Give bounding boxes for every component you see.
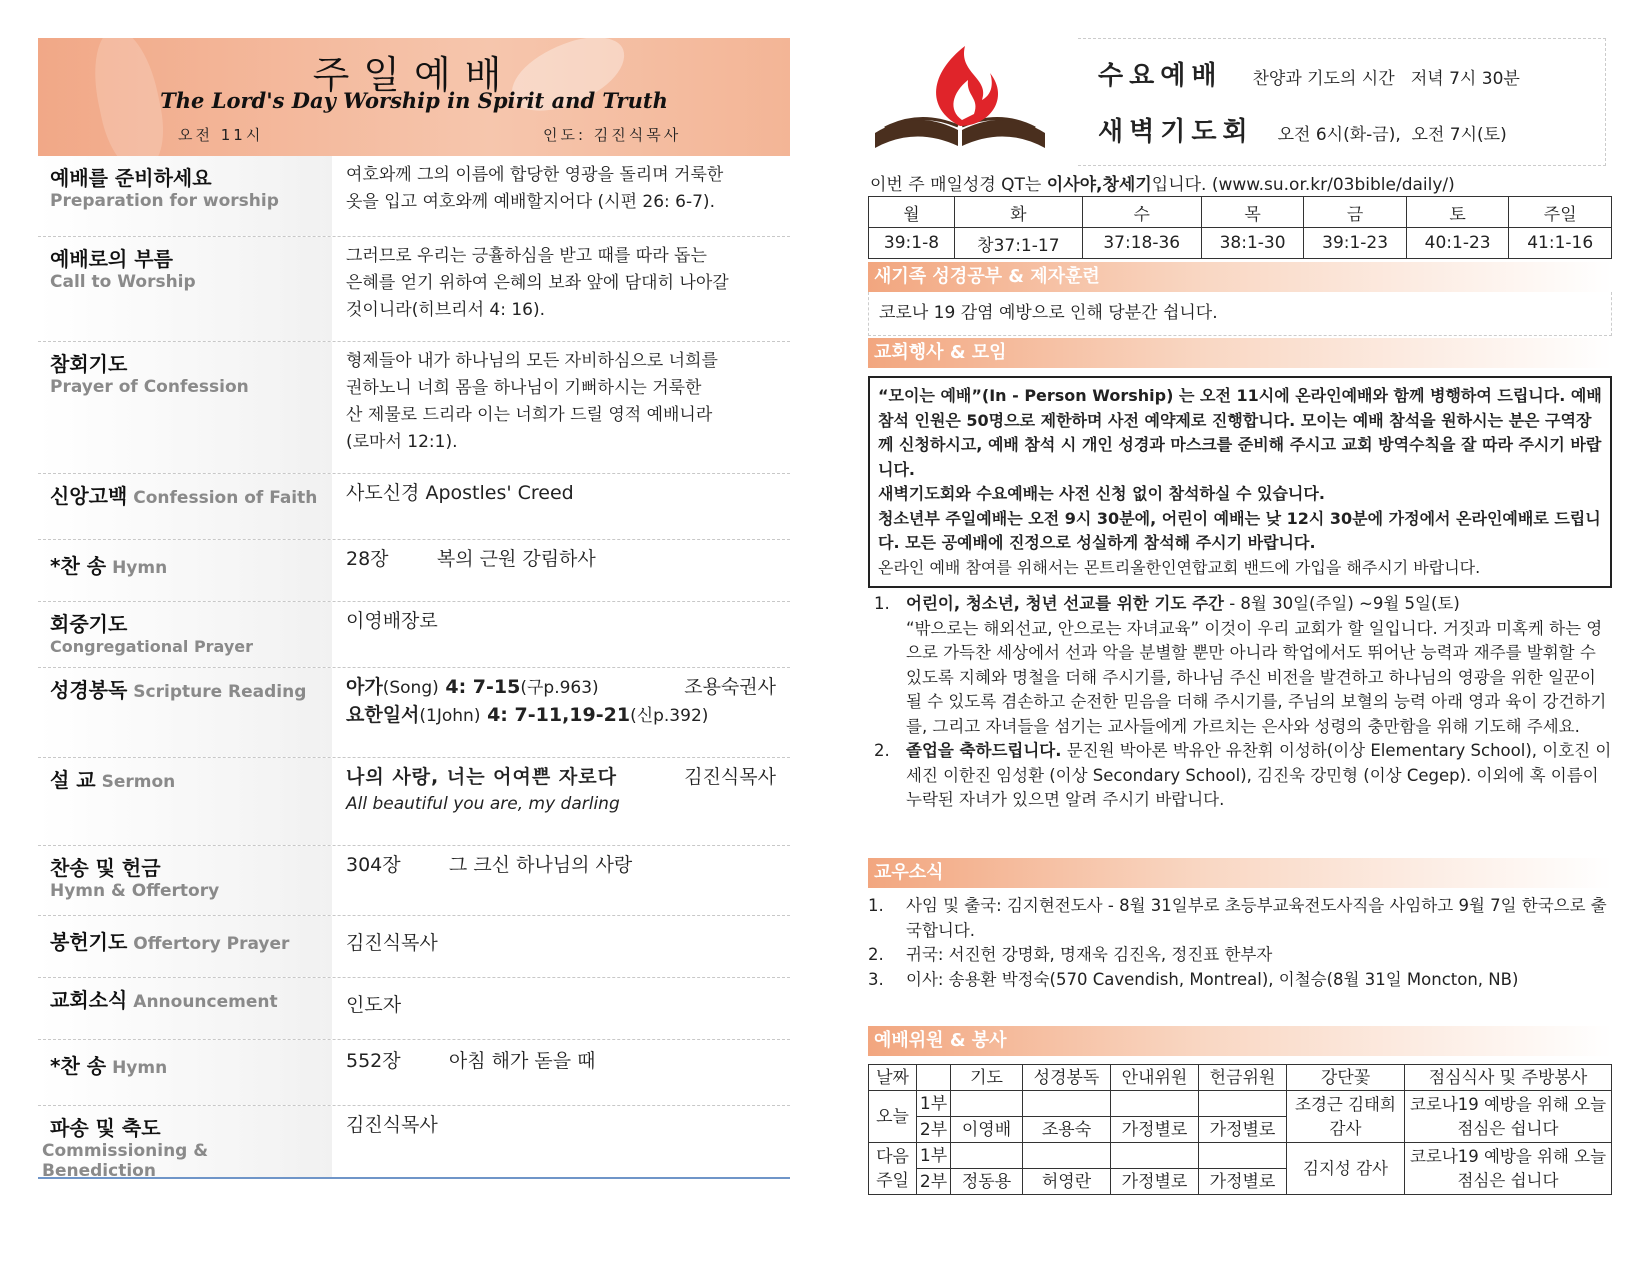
order-label [38,916,332,977]
reading-line-2 [346,702,776,730]
item-body: 문진원 박아론 박유안 유찬휘 이성하(이상 Elementary School), 이호진 이세진 이한진 임성환 (이상 Secondary School), 김진욱 강민형 (이상 Cegep). 이외에 혹 이름이 누락된 자녀가 있으면 알려 주시기 바랍니다. [906,741,1612,809]
order-title-ko: *찬 송 [50,1054,107,1078]
duty-cell [1111,1143,1199,1169]
reading-page: (구p.963) [520,678,599,698]
lunch-cell: 코로나19 예방을 위해 오늘 점심은 쉽니다 [1405,1143,1612,1195]
list-item [868,739,1612,813]
order-row [38,1040,790,1106]
qt-day: 토 [1406,197,1509,228]
order-title-ko: 참회기도 [50,352,128,376]
member-news-section [868,858,1612,992]
order-label [38,978,332,1039]
duty-cell [951,1091,1023,1117]
weekday-service-box [1078,38,1606,166]
notice-line: 청소년부 주일예배는 오전 9시 30분에, 어린이 예배는 낮 12시 30분에 가정에서 온라인예배로 드립니다. 모든 공예배에 진정으로 성실하게 참석해 주시기 바랍니다. [878,508,1601,552]
order-label [38,237,332,341]
order-title-en: Offertory Prayer [133,934,290,954]
order-title-en: Scripture Reading [133,682,307,702]
notice-line: 온라인 예배 참여를 위해서는 몬트리올한인연합교회 밴드에 가입을 해주시기 바랍니다. [878,557,1481,577]
list-item [868,943,1612,968]
order-title-en: Confession of Faith [133,488,318,508]
qt-verse: 37:18-36 [1082,228,1201,259]
sermon-eng-title: All beautiful you are, my darling [346,794,620,814]
item-text: 이사: 송용환 박정숙(570 Cavendish, Montreal), 이철승(8월 31일 Moncton, NB) [906,969,1519,989]
item-number: 3. [868,969,884,989]
duty-header-row [869,1065,1612,1091]
reading-eng: (Song) [382,678,439,698]
lunch-cell: 코로나19 예방을 위해 오늘 점심은 쉽니다 [1405,1091,1612,1143]
reading-eng: (1John) [419,706,481,726]
service-committee-section [868,1026,1612,1195]
member-news-list [868,894,1612,992]
order-row [38,156,790,237]
order-content: 사도신경 Apostles' Creed [346,482,574,504]
order-content: 304장 그 크신 하나님의 사랑 [346,854,633,876]
duty-cell: 이영배 [951,1117,1023,1143]
order-row [38,758,790,846]
qt-verse: 40:1-23 [1406,228,1509,259]
wednesday-title: 수요예배 [1098,61,1223,91]
qt-verse: 38:1-30 [1201,228,1304,259]
bible-flame-logo-icon [870,38,1050,158]
dawn-title: 새벽기도회 [1098,117,1254,147]
order-title-en: Hymn & Offertory [50,881,220,901]
order-title-ko: 예배로의 부름 [50,247,173,271]
order-title-en: Call to Worship [50,272,196,292]
order-title-ko: 교회소식 [50,988,128,1012]
sunday-worship-page [38,38,790,1179]
item-text: 사임 및 출국: 김지현전도사 - 8월 31일부로 초등부교육전도사직을 사임하고 9월 7일 한국으로 출국합니다. [906,896,1607,940]
duty-cell [1023,1091,1111,1117]
qt-days-row [869,197,1612,228]
order-content [332,668,790,757]
order-label [38,342,332,473]
event-list [868,592,1612,813]
duty-cell [1199,1091,1287,1117]
section-heading: 교우소식 [868,858,1612,888]
order-content: 김진식목사 [346,1114,438,1136]
qt-verse: 39:1-23 [1304,228,1407,259]
duty-cell: 가정별로 [1111,1117,1199,1143]
order-title-en: Congregational Prayer [50,637,254,656]
section-heading: 교회행사 & 모임 [868,338,1612,368]
duty-row [869,1091,1612,1117]
order-content [332,342,790,473]
order-row [38,602,790,668]
order-label [38,156,332,236]
order-title-en: Announcement [133,992,278,1012]
duty-cell: 조용숙 [1023,1117,1111,1143]
content-line: 옷을 입고 여호와께 예배할지어다 (시편 26: 6-7). [346,192,715,212]
content-line: 은혜를 얻기 위하여 은혜의 보좌 앞에 담대히 나아갈 [346,273,729,293]
content-line: 것이니라(히브리서 4: 16). [346,300,546,320]
qt-day: 화 [954,197,1082,228]
duty-cell [1199,1143,1287,1169]
wednesday-desc: 찬양과 기도의 시간 저녁 7시 30분 [1252,69,1520,89]
order-label [38,758,332,845]
flower-cell: 조경근 김태희 감사 [1287,1091,1405,1143]
duty-row [869,1143,1612,1169]
notice-line: “모이는 예배”(In - Person Worship) 는 오전 11시에 온라인예배와 함께 병행하여 드립니다. 예배 참석 인원은 50명으로 제한하며 사전 예약제로 진행합니다. 모이는 예배 참석을 원하시는 분은 구역장께 신청하시고, 예배 참석 시 개인 성경과 마스크를 준비해 주시고 교회 방역수칙을 잘 따라 주시기 바랍니다. [878,386,1602,479]
qt-note [870,170,1455,195]
wednesday-service [1098,55,1520,92]
order-label [38,540,332,601]
order-row [38,474,790,540]
qt-verse: 창37:1-17 [954,228,1082,259]
notice-box [868,376,1612,588]
item-number: 2. [874,741,890,760]
order-label [38,1040,332,1105]
order-label [38,668,332,757]
item-dates: - 8월 30일(주일) ~9월 5일(토) [1223,594,1460,613]
col-header: 날짜 [869,1065,917,1091]
order-title-en: Sermon [101,772,176,792]
section-heading: 예배위원 & 봉사 [868,1026,1612,1056]
part-cell: 2부 [917,1117,951,1143]
order-title-ko: 성경봉독 [50,678,128,702]
banner-title: 주일예배 [312,53,516,97]
col-header: 강단꽃 [1287,1065,1405,1091]
col-header [917,1065,951,1091]
qt-suffix: 입니다. (www.su.or.kr/03bible/daily/) [1151,175,1455,195]
reading-book: 요한일서 [346,704,420,726]
duty-cell: 허영란 [1023,1169,1111,1195]
worship-banner [38,38,790,156]
order-row [38,540,790,602]
item-number: 1. [868,896,884,915]
qt-day: 금 [1304,197,1407,228]
part-cell: 1부 [917,1091,951,1117]
order-title-ko: *찬 송 [50,554,107,578]
reading-verse: 4: 7-15 [438,676,521,698]
part-cell: 1부 [917,1143,951,1169]
list-item [868,968,1612,993]
order-label [38,602,332,667]
order-content: 이영배장로 [346,610,438,632]
sermon-title: 나의 사랑, 너는 어여쁜 자로다 [346,766,617,788]
reading-page: (신p.392) [630,706,709,726]
qt-verse: 39:1-8 [869,228,955,259]
order-label [38,846,332,915]
order-title-ko: 설 교 [50,768,96,792]
qt-day: 월 [869,197,955,228]
reading-verse: 4: 7-11,19-21 [480,704,631,726]
col-header: 점심식사 및 주방봉사 [1405,1065,1612,1091]
content-line: (로마서 12:1). [346,432,458,452]
section-body: 코로나 19 감염 예방으로 인해 당분간 쉽니다. [868,292,1612,336]
list-item [868,592,1612,739]
order-title-ko: 파송 및 축도 [50,1116,161,1140]
order-content [332,237,790,341]
qt-prefix: 이번 주 매일성경 QT는 [870,175,1047,195]
order-content: 552장 아침 해가 돋을 때 [346,1050,596,1072]
qt-day: 주일 [1509,197,1612,228]
order-title-ko: 찬송 및 헌금 [50,856,161,880]
sermon-line [346,764,776,791]
section-heading: 새기족 성경공부 & 제자훈련 [868,262,1612,292]
order-title-en: Commissioning & Benediction [42,1141,209,1181]
col-header: 기도 [951,1065,1023,1091]
order-content [332,156,790,236]
order-row [38,978,790,1040]
item-body: “밖으로는 해외선교, 안으로는 자녀교육” 이것이 우리 교회가 할 일입니다. 거짓과 미혹케 하는 영으로 가득찬 세상에서 선과 악을 분별할 뿐만 아니라 학업에서도 뛰어난 능력과 재주를 발휘할 수 있도록 지혜와 명철을 더해 주시기를, 하나님 주신 비전을 발견하고 하나님의 영광을 위한 일꾼이 될 수 있도록 겸손하고 순전한 믿음을 더해 주시기를, 주님의 보혈의 능력 아래 영과 육이 강건하기를, 그리고 자녀들을 섬기는 교사들에게 가르치는 은사와 성령의 충만함을 위해 기도해 주세요. [906,618,1607,736]
duty-table [868,1064,1612,1195]
duty-cell [1111,1091,1199,1117]
qt-day: 목 [1201,197,1304,228]
church-events-section [868,338,1612,813]
order-title-en: Preparation for worship [50,191,279,211]
item-number: 2. [868,945,884,964]
date-cell: 오늘 [869,1091,917,1143]
qt-verses-row [869,228,1612,259]
col-header: 안내위원 [1111,1065,1199,1091]
duty-cell: 정동용 [951,1169,1023,1195]
col-header: 성경봉독 [1023,1065,1111,1091]
order-title-ko: 회중기도 [50,612,128,636]
qt-verse: 41:1-16 [1509,228,1612,259]
reading-line-1 [346,674,776,702]
order-row [38,916,790,978]
order-row [38,237,790,342]
banner-subtitle: The Lord's Day Worship in Spirit and Truth [160,88,668,113]
order-content: 인도자 [346,994,402,1016]
service-leader: 인도: 김진식목사 [543,126,682,144]
order-row [38,668,790,758]
dawn-desc: 오전 6시(화-금), 오전 7시(토) [1277,125,1507,145]
reading-book: 아가 [346,676,383,698]
duty-cell: 가정별로 [1111,1169,1199,1195]
order-content [332,758,790,845]
notice-line: 새벽기도회와 수요예배는 사전 신청 없이 참석하실 수 있습니다. [878,484,1325,503]
order-label [38,474,332,539]
order-title-en: Hymn [112,558,168,578]
order-row [38,342,790,474]
order-row [38,846,790,916]
duty-cell: 가정별로 [1199,1169,1287,1195]
date-cell: 다음 주일 [869,1143,917,1195]
list-item [868,894,1612,943]
content-line: 형제들아 내가 하나님의 모든 자비하심으로 너희를 [346,351,718,371]
qt-table [868,196,1612,259]
order-row [38,1106,790,1179]
order-title-ko: 봉헌기도 [50,930,128,954]
duty-cell: 가정별로 [1199,1117,1287,1143]
reader-name: 조용숙권사 [684,676,776,698]
content-line: 산 제물로 드리라 이는 너희가 드릴 영적 예배니라 [346,405,713,425]
item-title: 어린이, 청소년, 청년 선교를 위한 기도 주간 [906,594,1224,613]
item-number: 1. [874,594,890,613]
order-content: 김진식목사 [346,932,438,954]
order-content: 28장 복의 근원 강림하사 [346,548,596,570]
order-title-en: Prayer of Confession [50,377,249,397]
content-line: 그러므로 우리는 긍휼하심을 받고 때를 따라 돕는 [346,246,707,266]
qt-books: 이사야,창세기 [1046,175,1152,195]
item-text: 귀국: 서진헌 강명화, 명재욱 김진옥, 정진표 한부자 [906,945,1273,964]
flower-cell: 김지성 감사 [1287,1143,1405,1195]
col-header: 헌금위원 [1199,1065,1287,1091]
order-title-ko: 신앙고백 [50,484,128,508]
order-label [38,1106,332,1181]
dawn-prayer [1098,111,1507,148]
content-line: 권하노니 너희 몸을 하나님이 기뻐하시는 거룩한 [346,378,702,398]
qt-day: 수 [1082,197,1201,228]
content-line: 여호와께 그의 이름에 합당한 영광을 돌리며 거룩한 [346,165,724,185]
service-time: 오전 11시 [178,126,264,144]
duty-cell [1023,1143,1111,1169]
item-title: 졸업을 축하드립니다. [906,741,1062,760]
order-title-en: Hymn [112,1058,168,1078]
bible-study-section [868,262,1612,336]
duty-cell [951,1143,1023,1169]
order-title-ko: 예배를 준비하세요 [50,166,212,190]
part-cell: 2부 [917,1169,951,1195]
preacher: 김진식목사 [684,766,776,788]
